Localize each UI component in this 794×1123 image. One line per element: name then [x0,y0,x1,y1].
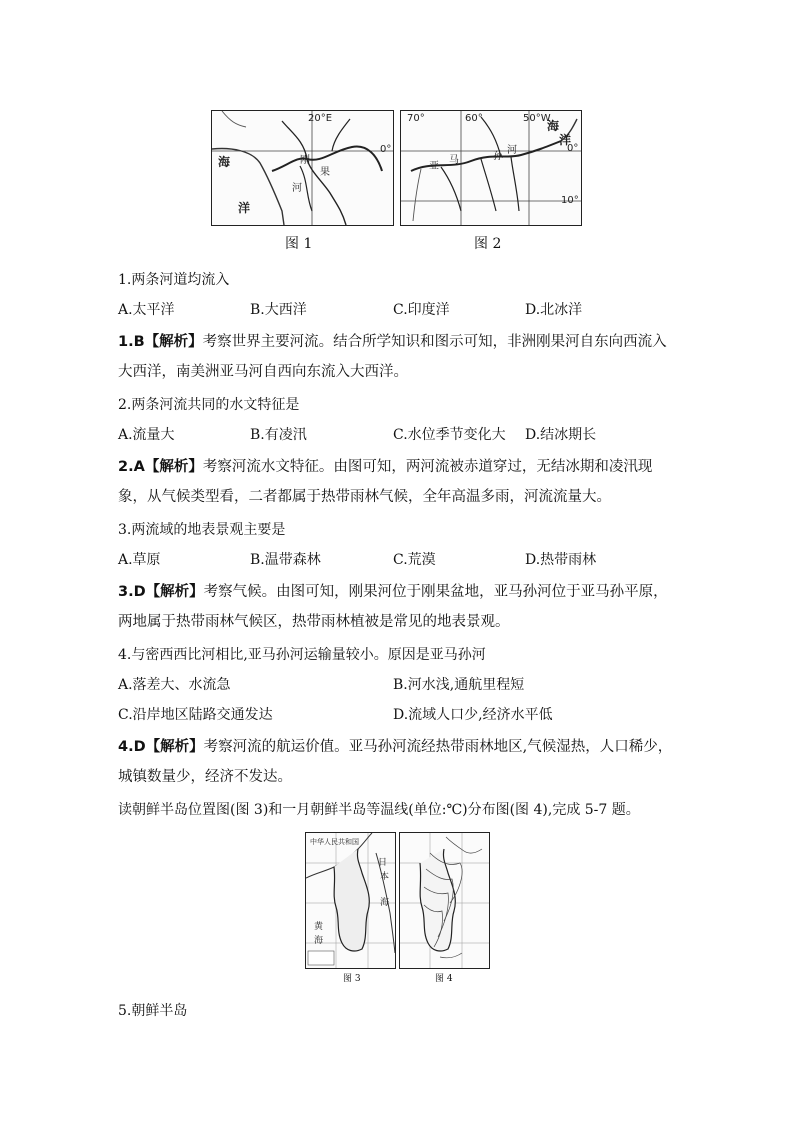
question-5-stem: 5.朝鲜半岛 [118,1003,188,1019]
answer-1-text: 考察世界主要河流。结合所学知识和图示可知，非洲刚果河自东向西流入大西洋，南美洲亚马河自西向东流入大西洋。 [118,334,667,380]
answer-2 [118,452,678,512]
question-4-option-b: B.河水浅,通航里程短 [393,677,525,693]
fig3-label-ben: 本 [380,872,390,882]
fig1-label-gang: 刚 [300,155,310,166]
question-2-stem: 2.两条河流共同的水文特征是 [118,397,300,413]
fig1-lat-label: 0° [380,144,392,155]
fig3-label-hai-yellow: 海 [314,936,324,946]
figure-1-congo-map [211,110,394,226]
figure-4-caption: 图 4 [435,974,453,984]
fig3-label-china: 中华人民共和国 [310,838,359,846]
answer-3-text: 考察气候。由图可知，刚果河位于刚果盆地，亚马孙河位于亚马孙平原，两地属于热带雨林气候区，热带雨林植被是常见的地表景观。 [118,584,668,630]
question-1-option-c: C.印度洋 [393,302,450,318]
question-2-option-b: B.有凌汛 [250,427,307,443]
fig2-lon-label-50w: 50°W [523,113,551,124]
question-1-option-b: B.大西洋 [250,302,307,318]
answer-2-text: 考察河流水文特征。由图可知，两河流被赤道穿过，无结冰期和凌汛现象，从气候类型看，二者都属于热带雨林气候，全年高温多雨，河流流量大。 [118,459,653,505]
intro-questions-5-7: 读朝鲜半岛位置图(图 3)和一月朝鲜半岛等温线(单位:℃)分布图(图 4),完成 5-7 题。 [118,802,640,818]
question-4-stem: 4.与密西西比河相比,亚马孙河运输量较小。原因是亚马孙河 [118,647,486,663]
fig2-lon-label-60: 60° [465,113,483,124]
question-3-option-b: B.温带森林 [250,552,321,568]
top-figures [211,110,582,226]
question-1-option-a: A.太平洋 [118,302,175,318]
answer-2-tag: 【解析】 [144,459,203,475]
question-2-option-a: A.流量大 [118,427,175,443]
fig2-lat-label-10: 10° [561,195,579,206]
fig1-lon-label: 20°E [308,113,333,124]
question-3-stem: 3.两流域的地表景观主要是 [118,522,286,538]
question-4-option-a: A.落差大、水流急 [118,677,231,693]
fig2-lat-label-0: 0° [567,143,579,154]
fig3-label-huang: 黄 [314,922,324,932]
question-4-option-c: C.沿岸地区陆路交通发达 [118,707,273,723]
figure-1-caption: 图 1 [285,236,313,252]
fig2-label-ya: 亚 [429,161,439,172]
question-3-option-d: D.热带雨林 [525,552,597,568]
question-1-option-d: D.北冰洋 [525,302,583,318]
bottom-figures [305,832,490,969]
fig2-lon-label-70: 70° [407,113,425,124]
fig2-label-sun: 孙 [493,151,503,162]
fig1-label-guo: 果 [320,167,330,178]
answer-4-tag: 【解析】 [145,739,204,755]
question-3-option-c: C.荒漠 [393,552,436,568]
figure-4-january-isotherm-map [399,832,490,969]
figure-3-korea-location-map [305,832,396,969]
fig2-label-yang: 洋 [559,133,572,147]
answer-4-key: 4.D [118,739,146,755]
question-2-option-d: D.结冰期长 [525,427,597,443]
fig1-label-yang: 洋 [238,201,251,215]
question-1-stem: 1.两条河道均流入 [118,272,230,288]
figure-3-caption: 图 3 [343,974,361,984]
fig2-label-ma: 马 [449,155,459,166]
answer-4 [118,732,678,792]
answer-2-key: 2.A [118,459,145,475]
fig2-label-he: 河 [507,145,517,156]
fig1-label-hai: 海 [218,155,231,169]
answer-3 [118,577,678,637]
fig1-label-he: 河 [292,183,302,194]
answer-4-text: 考察河流的航运价值。亚马孙河流经热带雨林地区,气候湿热，人口稀少，城镇数量少，经济不发达。 [118,739,673,785]
question-4-option-d: D.流域人口少,经济水平低 [393,707,553,723]
fig3-label-hai-east: 海 [380,898,390,908]
answer-1-tag: 【解析】 [144,334,203,350]
answer-3-key: 3.D [118,584,146,600]
figure-2-caption: 图 2 [474,236,502,252]
fig3-label-ri: 日 [378,858,388,868]
figure-2-amazon-map [400,110,582,226]
answer-3-tag: 【解析】 [145,584,204,600]
answer-1-key: 1.B [118,334,145,350]
answer-1 [118,327,678,387]
fig2-label-hai: 海 [547,119,560,133]
question-3-option-a: A.草原 [118,552,161,568]
question-2-option-c: C.水位季节变化大 [393,427,506,443]
